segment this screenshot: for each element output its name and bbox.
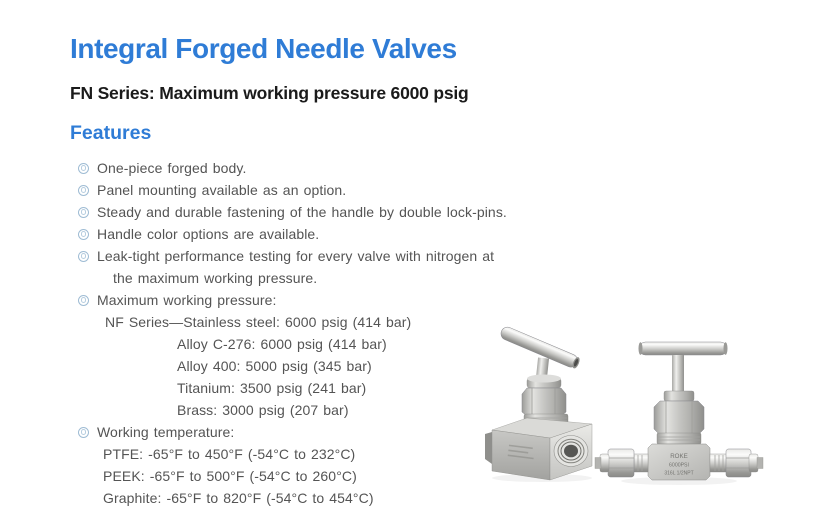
feature-text: Graphite: -65°F to 820°F (-54°C to 454°C) [103, 490, 374, 506]
valve-marking-line3: 316L 1/2NPT [664, 470, 694, 477]
valve-handle [639, 342, 727, 355]
valve-left-tube-fitting [595, 449, 648, 477]
feature-text: Steady and durable fastening of the handle by double lock-pins. [97, 204, 507, 220]
feature-item-continuation [78, 267, 548, 289]
pressure-spec-row [78, 355, 548, 377]
product-photos [480, 308, 780, 488]
feature-text: PTFE: -65°F to 450°F (-54°C to 232°C) [103, 446, 356, 462]
pressure-spec-row [78, 399, 548, 421]
ring-bullet-icon [78, 295, 89, 306]
feature-item [78, 223, 548, 245]
feature-text: NF Series—Stainless steel: 6000 psig (414 bar) [105, 314, 412, 330]
feature-text: Brass: 3000 psig (207 bar) [177, 402, 349, 418]
feature-text: Alloy 400: 5000 psig (345 bar) [177, 358, 372, 374]
feature-item [78, 157, 548, 179]
feature-text: Panel mounting available as an option. [97, 182, 347, 198]
ring-bullet-icon [78, 163, 89, 174]
temperature-spec-row [78, 443, 548, 465]
valve-marking-line1: ROKE [670, 453, 688, 460]
feature-text: Maximum working pressure: [97, 292, 277, 308]
feature-item [78, 179, 548, 201]
feature-text: Leak-tight performance testing for every valve with nitrogen at [97, 248, 495, 264]
features-list [78, 157, 548, 509]
feature-text: Titanium: 3500 psig (241 bar) [177, 380, 367, 396]
pressure-spec-row [78, 311, 548, 333]
valve-photo-angled [485, 325, 592, 482]
valve-bonnet-hex [522, 388, 566, 416]
ring-bullet-icon [78, 207, 89, 218]
ring-bullet-icon [78, 427, 89, 438]
feature-text: Working temperature: [97, 424, 235, 440]
valve-photo-front [595, 342, 763, 485]
temperature-spec-row [78, 465, 548, 487]
valve-npt-port [554, 436, 588, 467]
feature-item [78, 245, 548, 267]
valve-body-front [492, 430, 550, 480]
valve-left-port [485, 432, 492, 464]
valve-right-tube-fitting [710, 449, 763, 477]
temperature-spec-row [78, 487, 548, 509]
feature-item [78, 289, 548, 311]
feature-text: Alloy C-276: 6000 psig (414 bar) [177, 336, 387, 352]
pressure-spec-row [78, 333, 548, 355]
ring-bullet-icon [78, 229, 89, 240]
ring-bullet-icon [78, 251, 89, 262]
feature-text: the maximum working pressure. [113, 270, 318, 286]
feature-text: One-piece forged body. [97, 160, 247, 176]
features-heading: Features [70, 122, 152, 144]
pressure-spec-row [78, 377, 548, 399]
feature-item [78, 421, 548, 443]
feature-text: PEEK: -65°F to 500°F (-54°C to 260°C) [103, 468, 357, 484]
valve-stem [672, 355, 684, 393]
valve-marking-line2: 6000PSI [669, 462, 689, 469]
feature-item [78, 201, 548, 223]
page-subtitle: FN Series: Maximum working pressure 6000 psig [70, 83, 469, 103]
page-title: Integral Forged Needle Valves [70, 33, 457, 64]
valve-bonnet-hex [654, 401, 704, 435]
ring-bullet-icon [78, 185, 89, 196]
feature-text: Handle color options are available. [97, 226, 320, 242]
